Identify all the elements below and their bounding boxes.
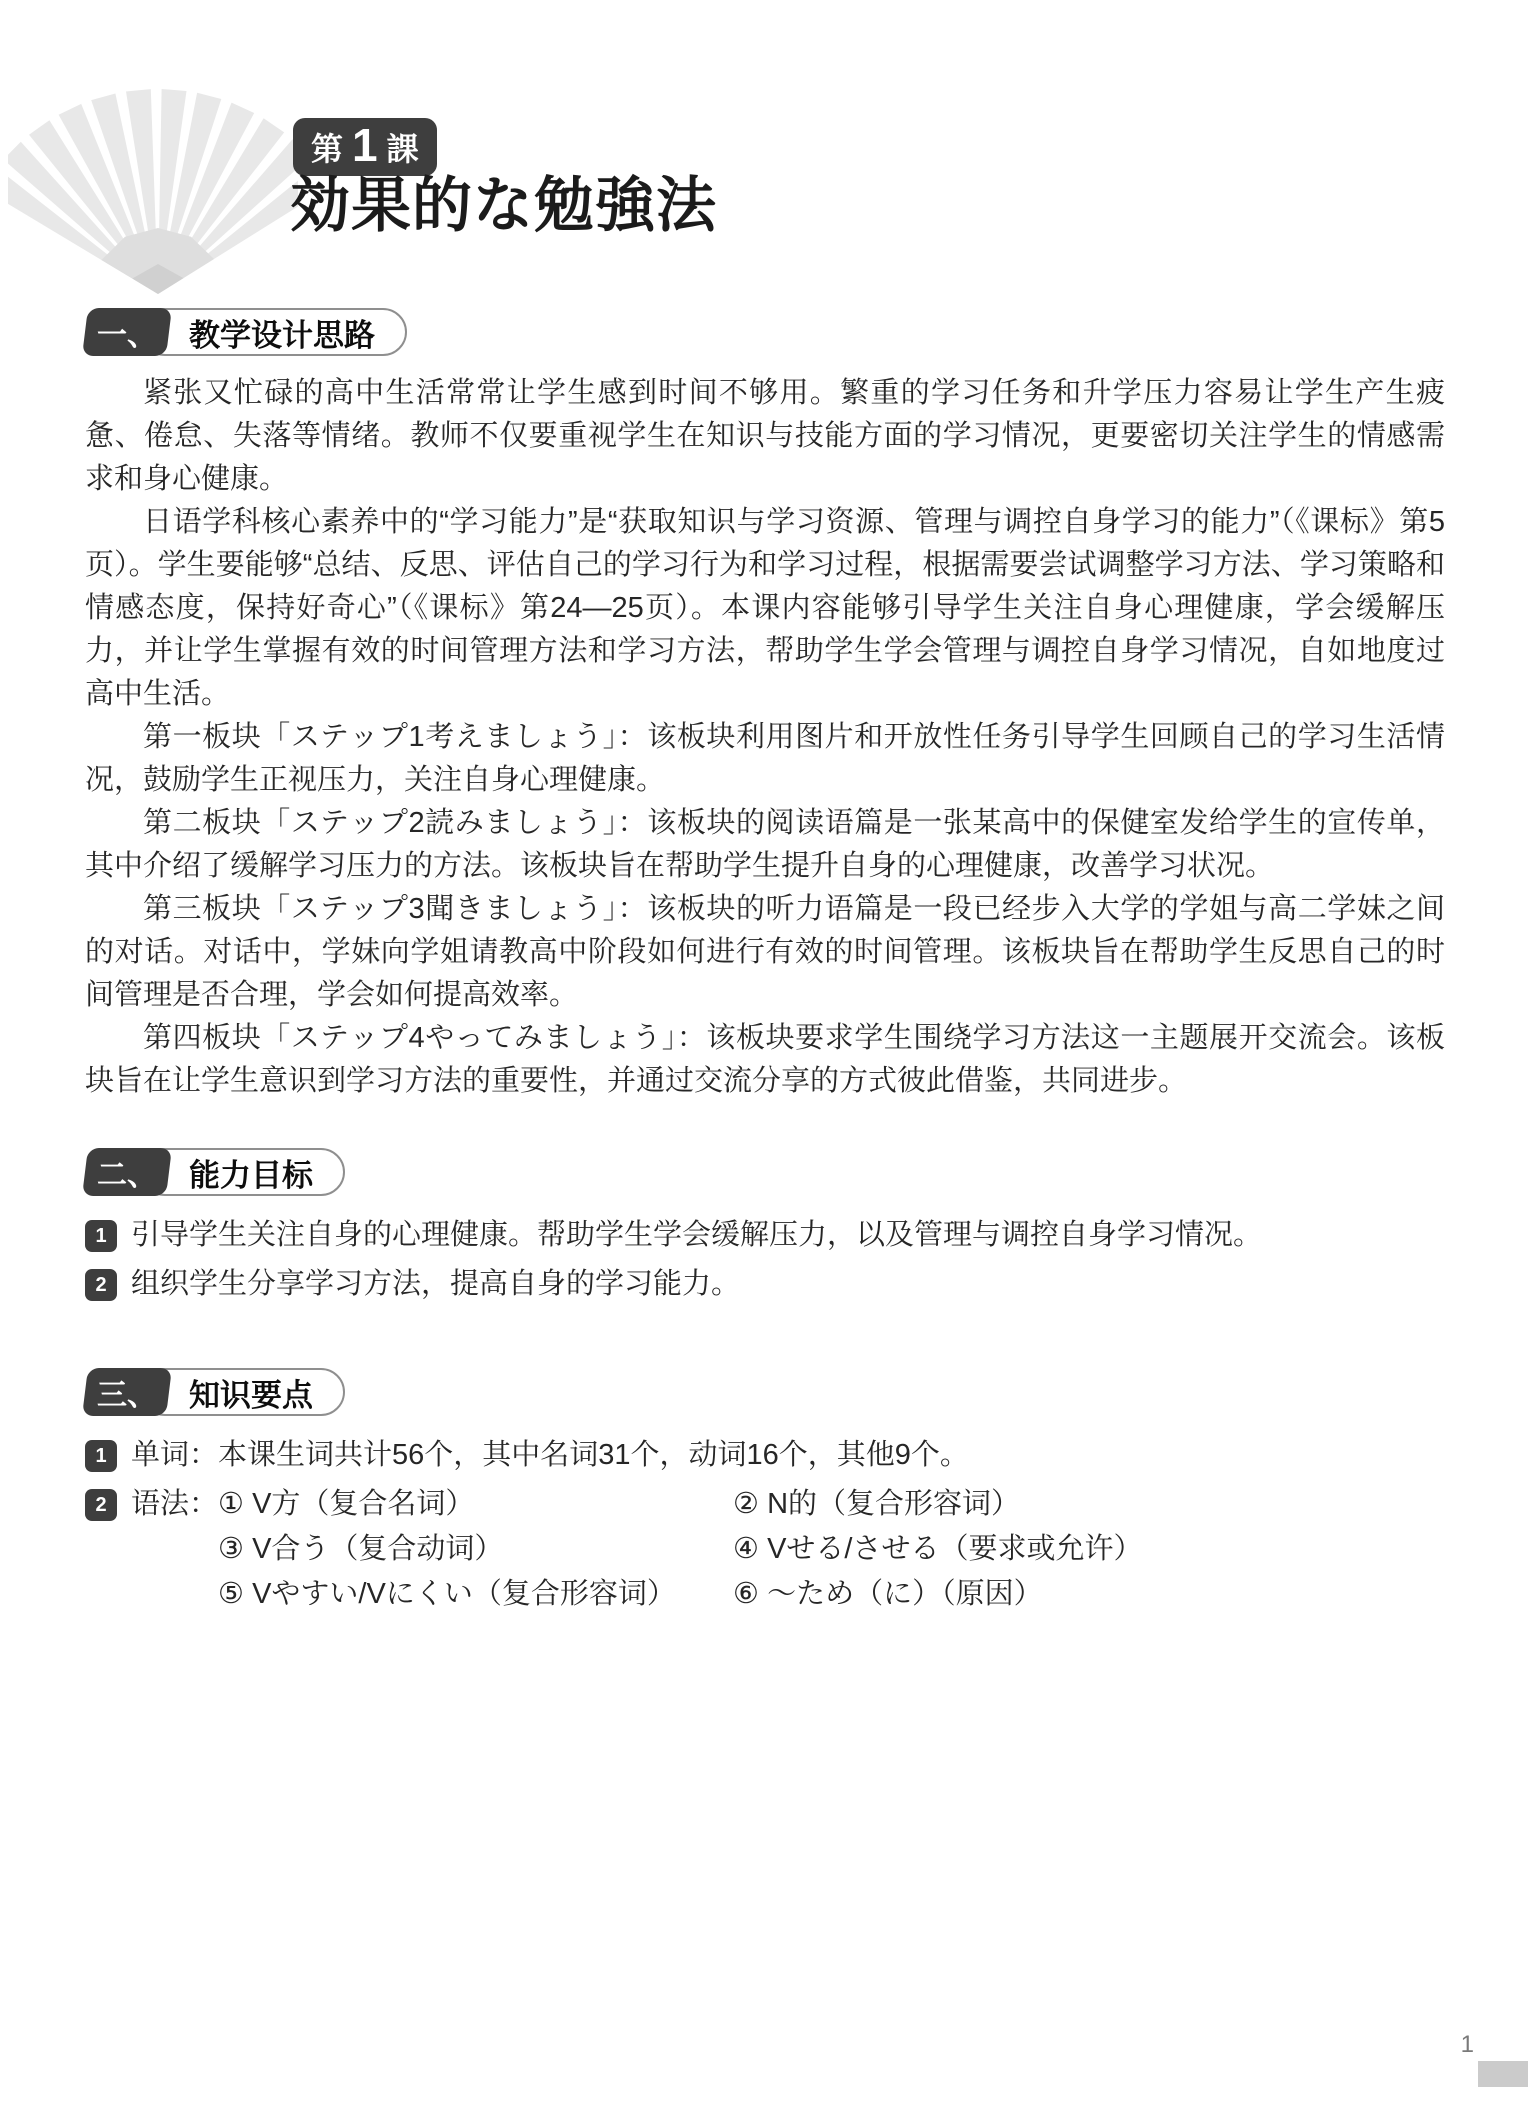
item-number-badge: 1	[85, 1440, 117, 1472]
section-marker-1	[82, 308, 172, 356]
section-header-goals	[85, 1148, 1445, 1196]
item-number-badge: 1	[85, 1220, 117, 1252]
paragraph: 紧张又忙碌的高中生活常常让学生感到时间不够用。繁重的学习任务和升学压力容易让学生产生疲惫、倦怠、失落等情绪。教师不仅要重视学生在知识与技能方面的学习情况，更要密切关注学生的情感需求和身心健康。	[85, 377, 1445, 495]
section-title-knowledge: 知识要点	[141, 1368, 345, 1416]
knowledge-list	[85, 1434, 1445, 1618]
paragraph: 第三板块「ステップ3聞きましょう」：该板块的听力语篇是一段已经步入大学的学姐与高二学妹之间的对话。对话中，学妹向学姐请教高中阶段如何进行有效的时间管理。该板块旨在帮助学生反思自己的时间管理是否合理，学会如何提高效率。	[85, 893, 1445, 1011]
grammar-cell: ④ Vせる/させる（要求或允许）	[733, 1533, 1143, 1565]
item-text: 引导学生关注自身的心理健康。帮助学生学会缓解压力，以及管理与调控自身学习情况。	[131, 1219, 1263, 1251]
item-number-badge: 2	[85, 1269, 117, 1301]
section-title-goals: 能力目标	[141, 1148, 345, 1196]
design-paragraphs	[85, 372, 1445, 1103]
corner-bar	[1478, 2061, 1528, 2087]
grammar-cell: ② N的（复合形容词）	[733, 1488, 1021, 1520]
section-marker-2-label: 二、	[97, 1159, 157, 1192]
list-item	[85, 1263, 1445, 1306]
section-marker-3-label: 三、	[97, 1379, 157, 1412]
item-number-badge: 2	[85, 1489, 117, 1521]
section-title-design: 教学设计思路	[141, 308, 407, 356]
grammar-cell: ③ V合う（复合动词）	[218, 1533, 504, 1565]
goals-list	[85, 1214, 1445, 1306]
paragraph: 第四板块「ステップ4やってみましょう」：该板块要求学生围绕学习方法这一主题展开交流会。该板块旨在让学生意识到学习方法的重要性，并通过交流分享的方式彼此借鉴，共同进步。	[85, 1022, 1445, 1097]
paragraph: 第一板块「ステップ1考えましょう」：该板块利用图片和开放性任务引导学生回顾自己的学习生活情况，鼓励学生正视压力，关注自身心理健康。	[85, 721, 1445, 796]
item-text: 组织学生分享学习方法，提高自身的学习能力。	[131, 1268, 741, 1300]
grammar-row	[218, 1483, 1445, 1526]
grammar-cell: ⑤ Vやすい/Vにくい（复合形容词）	[218, 1578, 676, 1610]
lesson-badge-suffix: 課	[386, 131, 419, 167]
lesson-badge	[293, 118, 437, 176]
lesson-badge-prefix: 第	[311, 131, 344, 167]
item-label: 语法：	[131, 1488, 219, 1520]
grammar-grid	[218, 1483, 1445, 1618]
content-area	[85, 308, 1445, 1624]
paragraph: 日语学科核心素养中的“学习能力”是“获取知识与学习资源、管理与调控自身学习的能力”（《课标》第5页）。学生要能够“总结、反思、评估自己的学习行为和学习过程，根据需要尝试调整学习方法、学习策略和情感态度，保持好奇心”（《课标》第24—25页）。本课内容能够引导学生关注自身心理健康，学会缓解压力，并让学生掌握有效的时间管理方法和学习方法，帮助学生学会管理与调控自身学习情况，自如地度过高中生活。	[85, 506, 1445, 710]
list-item	[85, 1434, 1445, 1477]
lesson-badge-number: 1	[352, 119, 378, 171]
fan-decoration-graphic	[8, 82, 298, 300]
page-number: 1	[1460, 2031, 1474, 2058]
section-marker-3	[82, 1368, 172, 1416]
paragraph: 第二板块「ステップ2読みましょう」：该板块的阅读语篇是一张某高中的保健室发给学生的宣传单，其中介绍了缓解学习压力的方法。该板块旨在帮助学生提升自身的心理健康，改善学习状况。	[85, 807, 1445, 882]
list-item	[85, 1483, 1445, 1618]
grammar-row	[218, 1573, 1445, 1616]
grammar-cell: ⑥ ～ため（に）（原因）	[733, 1578, 1043, 1610]
section-marker-2	[82, 1148, 172, 1196]
item-text: 本课生词共计56个，其中名词31个，动词16个，其他9个。	[218, 1439, 969, 1471]
item-label: 单词：	[131, 1439, 219, 1471]
lesson-title: 効果的な勉強法	[290, 172, 717, 239]
list-item	[85, 1214, 1445, 1257]
section-marker-1-label: 一、	[97, 319, 157, 352]
section-header-knowledge	[85, 1368, 1445, 1416]
grammar-row	[218, 1528, 1445, 1571]
section-header-design	[85, 308, 1445, 356]
grammar-cell: ① V方（复合名词）	[218, 1488, 475, 1520]
